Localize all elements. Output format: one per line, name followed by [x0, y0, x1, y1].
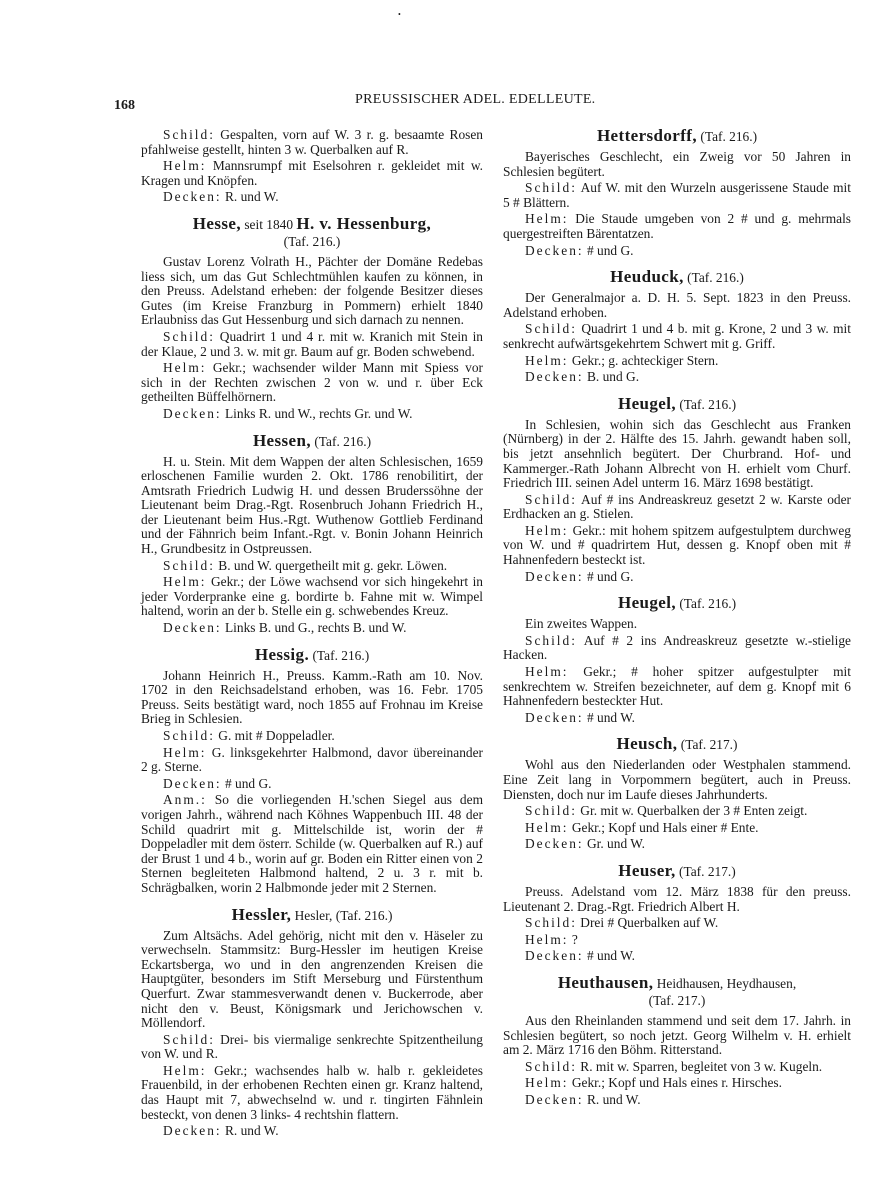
field-label: Schild:	[525, 321, 577, 337]
left-column	[141, 128, 483, 1149]
family-name: Hesse,	[192, 213, 241, 233]
family-name: Heugel,	[617, 393, 676, 413]
blazon-decken	[141, 777, 483, 792]
field-label: Schild:	[525, 915, 577, 931]
blazon-decken	[141, 621, 483, 636]
history-paragraph	[141, 255, 483, 328]
field-text: G. mit # Doppeladler.	[214, 728, 335, 743]
field-label: Helm:	[163, 360, 207, 376]
blazon-helm	[503, 1076, 851, 1091]
history-paragraph	[503, 1014, 851, 1058]
entry	[141, 906, 483, 1139]
blazon-decken	[503, 370, 851, 385]
blazon-schild	[503, 181, 851, 210]
field-label: Decken:	[525, 948, 584, 964]
blazon-helm	[503, 821, 851, 836]
field-text: Quadrirt 1 und 4 r. mit w. Kranich mit Stein in der Klaue, 2 und 3. w. mit gr. Baum auf gr. Boden schwebend.	[141, 328, 483, 359]
field-text: Zum Altsächs. Adel gehörig, nicht mit den v. Häseler zu verwechseln. Stammsitz: Burg-Hessler im heutigen Kreise Eckartsberga, wo und in den angrenzenden Kreisen die Hauptgüter, besonders im Stift Merseburg und Fürstenthum Querfurt. Zwar stammesverwandt denen v. Buckerrode, aber nicht den v. Beust, Königsmark und Jerichowschen v. Möllendorf.	[141, 927, 483, 1031]
field-text: Mannsrumpf mit Eselsohren r. gekleidet mit w. Kragen und Knöpfen.	[141, 158, 483, 188]
field-label: Helm:	[163, 158, 207, 174]
field-label: Decken:	[525, 836, 584, 852]
field-label: Helm:	[525, 1075, 569, 1091]
blazon-decken	[503, 244, 851, 259]
field-text: Auf W. mit den Wurzeln ausgerissene Staude mit 5 # Blättern.	[503, 180, 851, 210]
field-text: So die vorliegenden H.'schen Siegel aus dem vorigen Jahrh., während nach Köhnes Wappenbuch III. 48 der Schild quadrirt mit g. Mittelschilde ist, worin der # Doppeladler mit dem österr. Schilde (w. Querbalken auf R.) auf der Brust 1 und 4 b., worin auf gr. Boden ein Ritter einen von 2 Sternen begleiteten Halbmond haltend, 2 u. 3 r. mit b. Schrägbalken, worin 2 Halbmonde jeder mit 2 Sternen.	[141, 792, 483, 895]
field-text: Gespalten, vorn auf W. 3 r. g. besaamte Rosen pfahlweise gestellt, hinten 3 w. Querbalken auf R.	[141, 127, 483, 157]
entry	[503, 594, 851, 725]
entry-heading	[503, 974, 851, 1009]
field-label: Helm:	[525, 931, 569, 947]
family-name: Hettersdorff,	[596, 126, 698, 145]
field-label: Helm:	[163, 574, 207, 590]
field-text: # und G.	[583, 568, 634, 584]
blazon-helm	[141, 361, 483, 405]
blazon-schild	[141, 1033, 483, 1062]
field-text: Gr. mit w. Querbalken der 3 # Enten zeigt.	[576, 803, 808, 819]
blazon-schild	[503, 916, 851, 931]
heading-note: (Taf. 216.)	[683, 270, 744, 286]
field-text: R. und W.	[583, 1091, 641, 1107]
history-paragraph	[503, 150, 851, 179]
entry	[503, 127, 851, 258]
field-text: Aus den Rheinlanden stammend und seit dem 17. Jahrh. in Schlesien begütert, so noch jetzt. Georg Wilhelm v. H. erhielt am 2. März 1716 den Böhm. Ritterstand.	[503, 1012, 851, 1058]
blazon-schild	[141, 729, 483, 744]
family-name: Hessler,	[231, 904, 292, 924]
field-text: In Schlesien, wohin sich das Geschlecht aus Franken (Nürnberg) in der 2. Hälfte des 15. Jahrh. gewandt haben soll, bis jetzt ansehnlich begütert. Der Churbrand. Hof- und Kammerger.-Rath Johann Albrecht von H. erhielt vom Churf. Friedrich III. seinen Adel unterm 16. März 1698 bestätigt.	[503, 416, 851, 491]
blazon-schild	[503, 804, 851, 819]
field-label: Helm:	[525, 819, 569, 835]
entry-heading	[503, 127, 851, 145]
field-label: Decken:	[163, 405, 222, 421]
heading-note: (Taf. 217.)	[675, 863, 736, 879]
blazon-helm	[141, 575, 483, 619]
blazon-helm	[141, 159, 483, 188]
scan-speck: •	[398, 10, 401, 19]
field-label: Helm:	[525, 211, 569, 227]
field-label: Schild:	[163, 1031, 215, 1047]
blazon-helm	[503, 354, 851, 369]
field-label: Decken:	[525, 1091, 584, 1107]
blazon-decken	[503, 837, 851, 852]
entry-heading	[503, 862, 851, 880]
entry-heading	[141, 215, 483, 250]
field-text: R. mit w. Sparren, begleitet von 3 w. Kugeln.	[576, 1058, 823, 1074]
family-name: Hessen,	[252, 430, 311, 450]
heading-note: (Taf. 216.)	[697, 129, 758, 144]
field-label: Decken:	[163, 620, 222, 636]
field-text: # und G.	[583, 242, 634, 258]
field-label: Helm:	[525, 664, 569, 680]
field-text: Links R. und W., rechts Gr. und W.	[221, 405, 413, 421]
blazon-schild	[503, 1060, 851, 1075]
field-text: H. u. Stein. Mit dem Wappen der alten Schlesischen, 1659 erloschenen Familie wurden 2. Okt. 1786 renobilitirt, der Amtsrath Friedrich Ludwig H. und dessen Bruderssöhne der Lieutenant beim Drag.-Rgt. Rosenbruch Johann Friedrich H., der Lieutenant beim Hus.-Rgt. Wuthenow Gottlieb Ferdinand und der Fähnrich beim Infant.-Rgt. v. Bonin Johann Heinrich H., Grundbesitz in Ostpreussen.	[141, 453, 483, 557]
blazon-schild	[141, 128, 483, 157]
field-text: Gekr.; # hoher spitzer aufgestulpter mit senkrechtem w. Streifen bezeichneter, auf dem g. Knopf mit 6 Hahnenfedern besteckter Hut.	[503, 664, 851, 709]
blazon-decken	[141, 190, 483, 205]
entry-heading	[141, 432, 483, 450]
field-text: Wohl aus den Niederlanden oder Westphalen stammend. Eine Zeit lang in Vorpommern begütert, auch in Preuss. Diensten, doch nur im Laufe dieses Jahrhunderts.	[503, 757, 851, 802]
family-name-alt: H. v. Hessenburg,	[296, 213, 432, 233]
field-label: Schild:	[525, 1058, 577, 1074]
field-text: B. und W. quergetheilt mit g. gekr. Löwen.	[214, 557, 448, 573]
blazon-helm	[503, 524, 851, 568]
field-text: Auf # 2 ins Andreaskreuz gesetzte w.-stielige Hacken.	[503, 632, 851, 663]
field-text: Bayerisches Geschlecht, ein Zweig vor 50 Jahren in Schlesien begütert.	[503, 149, 851, 179]
blazon-anm	[141, 793, 483, 895]
history-paragraph	[503, 758, 851, 802]
field-label: Helm:	[525, 352, 569, 368]
field-text: Links B. und G., rechts B. und W.	[221, 620, 407, 636]
field-label: Schild:	[525, 632, 577, 648]
field-text: G. linksgekehrter Halbmond, davor übereinander 2 g. Sterne.	[141, 744, 483, 775]
blazon-schild	[503, 634, 851, 663]
blazon-decken	[141, 407, 483, 422]
field-text: Drei- bis viermalige senkrechte Spitzentheilung von W. und R.	[141, 1031, 483, 1062]
entry	[503, 395, 851, 585]
field-label: Helm:	[525, 522, 569, 538]
history-paragraph	[141, 669, 483, 727]
heading-plate: (Taf. 217.)	[648, 992, 706, 1008]
blazon-helm	[141, 1064, 483, 1122]
field-label: Helm:	[163, 1062, 207, 1078]
entry	[141, 215, 483, 422]
field-text: Gr. und W.	[583, 836, 646, 852]
field-text: Gekr.: mit hohem spitzem aufgestulptem durchweg von W. und # quadrirtem Hut, dessen g. Knopf oben mit # Hahnenfedern besteckt ist.	[503, 522, 851, 568]
field-text: B. und G.	[583, 369, 640, 385]
field-text: Gekr.; Kopf und Hals eines r. Hirsches.	[568, 1075, 782, 1091]
family-name: Heuduck,	[610, 267, 684, 287]
entry	[503, 268, 851, 385]
entry	[503, 862, 851, 964]
field-text: # und W.	[583, 709, 635, 725]
field-label: Decken:	[525, 709, 584, 725]
entry-heading	[503, 268, 851, 286]
field-label: Anm.:	[163, 792, 207, 808]
field-label: Decken:	[525, 568, 584, 584]
entry	[503, 974, 851, 1108]
field-text: Gekr.; der Löwe wachsend vor sich hingekehrt in jeder Vorderpranke eine g. bordirte b. Fahne mit w. Wimpel haltend, worin an der b. Stelle ein g. schwebendes Kreuz.	[141, 574, 483, 619]
blazon-decken	[503, 949, 851, 964]
field-text: Gekr.; g. achteckiger Stern.	[568, 352, 719, 368]
running-title: PREUSSISCHER ADEL. EDELLEUTE.	[355, 92, 596, 107]
field-label: Schild:	[163, 728, 215, 743]
field-text: Die Staude umgeben von 2 # und g. mehrmals quergestreiften Bärentatzen.	[503, 211, 851, 241]
entry-heading	[141, 906, 483, 924]
blazon-helm	[141, 746, 483, 775]
field-label: Schild:	[163, 127, 215, 142]
field-label: Decken:	[163, 1123, 222, 1139]
family-name: Heusch,	[616, 734, 678, 754]
field-label: Helm:	[163, 744, 207, 760]
field-text: Auf # ins Andreaskreuz gesetzt 2 w. Karste oder Erdhacken an g. Stielen.	[503, 491, 851, 522]
history-paragraph	[503, 291, 851, 320]
entry	[503, 735, 851, 852]
history-paragraph	[503, 617, 851, 632]
field-label: Schild:	[525, 180, 577, 196]
family-name: Hessig.	[254, 644, 310, 664]
blazon-decken	[503, 1093, 851, 1108]
entry-heading	[503, 594, 851, 612]
entry	[141, 128, 483, 205]
field-text: Der Generalmajor a. D. H. 5. Sept. 1823 in den Preuss. Adelstand erhoben.	[503, 290, 851, 320]
history-paragraph	[503, 885, 851, 914]
entry-heading	[503, 395, 851, 413]
field-label: Decken:	[163, 775, 222, 791]
history-paragraph	[141, 455, 483, 557]
field-label: Decken:	[525, 369, 584, 385]
family-name: Heuser,	[618, 860, 676, 880]
entry	[141, 432, 483, 636]
history-paragraph	[503, 418, 851, 491]
heading-note: (Taf. 216.)	[676, 396, 737, 412]
heading-note: (Taf. 216.)	[309, 647, 370, 663]
field-text: # und G.	[221, 775, 272, 791]
field-label: Schild:	[525, 491, 577, 507]
heading-note: Heidhausen, Heydhausen,	[653, 975, 797, 991]
blazon-decken	[503, 570, 851, 585]
entry-heading	[503, 735, 851, 753]
blazon-helm	[503, 665, 851, 709]
heading-note: (Taf. 217.)	[677, 737, 738, 753]
field-text: Gustav Lorenz Volrath H., Pächter der Domäne Redebas liess sich, um das Gut Schlechtmühlen kaufen zu können, in den Preuss. Adelstand erheben: der folgende Besitzer dieses Gutes (im Kreise Franzburg in Pommern) erhielt 1840 Erlaubniss das Gut Hessenburg und sich darnach zu nennen.	[141, 253, 483, 328]
field-text: Preuss. Adelstand vom 12. März 1838 für den preuss. Lieutenant 2. Drag.-Rgt. Friedrich Albert H.	[503, 883, 851, 914]
family-name: Heuthausen,	[557, 972, 654, 992]
field-text: Quadrirt 1 und 4 b. mit g. Krone, 2 und 3 w. mit senkrecht aufwärtsgekehrtem Schwert mit g. Griff.	[503, 321, 851, 351]
field-text: Drei # Querbalken auf W.	[576, 915, 719, 931]
page-number: 168	[114, 98, 135, 113]
blazon-helm	[503, 933, 851, 948]
field-label: Decken:	[163, 189, 222, 205]
field-label: Schild:	[525, 803, 577, 819]
field-text: R. und W.	[221, 1123, 279, 1139]
heading-note: Hesler, (Taf. 216.)	[291, 907, 393, 923]
blazon-schild	[503, 493, 851, 522]
field-text: Gekr.; wachsender wilder Mann mit Spiess vor sich in der Rechten zwischen 2 von w. und r. über Eck getheilten Büffelhörnern.	[141, 360, 483, 405]
heading-note: (Taf. 216.)	[676, 596, 737, 612]
right-column	[503, 117, 851, 1118]
field-text: Johann Heinrich H., Preuss. Kamm.-Rath am 10. Nov. 1702 in den Reichsadelstand erhoben, was 16. Febr. 1705 Preuss. Seits bestätigt ward, noch 1855 auf Frohnau im Kreise Brieg in Schlesien.	[141, 667, 483, 727]
heading-plate: (Taf. 216.)	[283, 233, 341, 249]
blazon-helm	[503, 212, 851, 241]
blazon-schild	[141, 559, 483, 574]
field-text: Gekr.; Kopf und Hals einer # Ente.	[568, 819, 759, 835]
entry-heading	[141, 646, 483, 664]
blazon-schild	[503, 322, 851, 351]
field-text: Gekr.; wachsendes halb w. halb r. gekleidetes Frauenbild, in der erhobenen Rechten einen gr. Kranz haltend, das Haupt mit 7, abwechselnd w. und r. tingirten Fähnlein besteckt, von denen 3 links- 4 rechtshin flattern.	[141, 1062, 483, 1122]
heading-note: (Taf. 216.)	[311, 433, 372, 449]
field-text: # und W.	[583, 948, 635, 964]
entry	[141, 646, 483, 896]
field-label: Schild:	[163, 557, 215, 573]
blazon-decken	[141, 1124, 483, 1139]
field-text: R. und W.	[221, 189, 279, 205]
field-label: Decken:	[525, 242, 584, 258]
family-name: Heugel,	[617, 593, 676, 613]
field-text: Ein zweites Wappen.	[525, 616, 638, 632]
heading-note: seit 1840	[240, 216, 297, 232]
field-label: Schild:	[163, 328, 215, 344]
field-text: ?	[568, 931, 578, 947]
blazon-decken	[503, 711, 851, 726]
blazon-schild	[141, 330, 483, 359]
history-paragraph	[141, 929, 483, 1031]
